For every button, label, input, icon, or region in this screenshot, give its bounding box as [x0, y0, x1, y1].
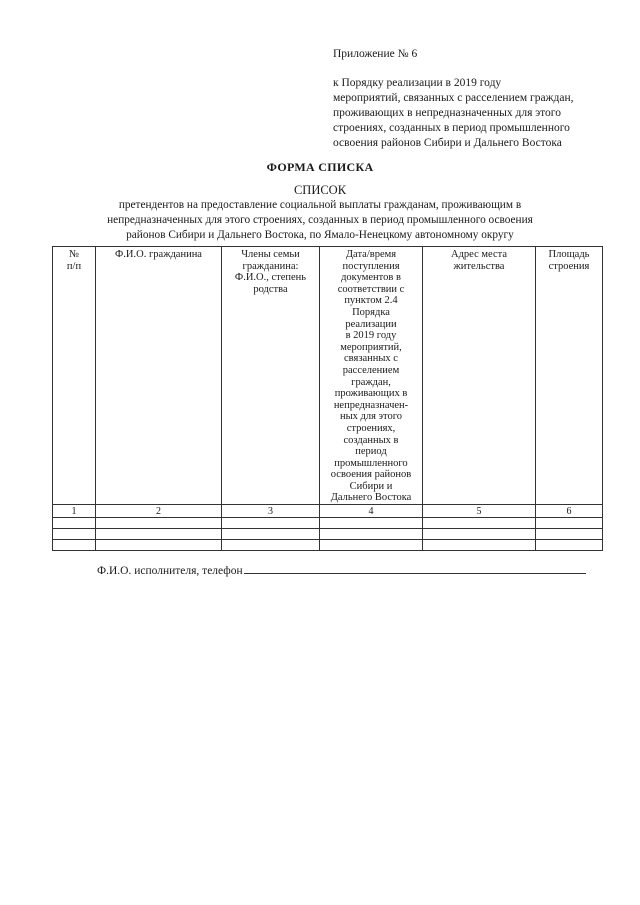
appendix-block [333, 47, 623, 151]
header-cell-line: Ф.И.О., степень [234, 272, 307, 284]
table-cell[interactable] [423, 518, 536, 529]
table-cell[interactable] [222, 540, 320, 551]
column-number-cell: 1 [53, 505, 96, 518]
header-cell-line: связанных с [344, 353, 398, 365]
header-cell-line: созданных в [343, 434, 399, 446]
table-cell[interactable] [536, 540, 603, 551]
table-cell[interactable] [536, 518, 603, 529]
header-cell-line: мероприятий, [340, 341, 402, 353]
column-number-cell: 4 [320, 505, 423, 518]
header-cell-line: реализации [345, 318, 397, 330]
executor-label: Ф.И.О. исполнителя, телефон [97, 565, 243, 577]
header-cell-line: строения [548, 260, 590, 272]
table-cell[interactable] [222, 529, 320, 540]
column-number-cell: 5 [423, 505, 536, 518]
table-cell[interactable] [320, 518, 423, 529]
header-cell-line: пунктом 2.4 [344, 295, 398, 307]
header-cell-line: строениях, [346, 422, 396, 434]
table-row [53, 529, 603, 540]
appendix-line: строениях, созданных в период промышленного [333, 122, 570, 134]
column-number-row [53, 505, 603, 518]
appendix-number: Приложение № 6 [333, 48, 418, 60]
header-cell-line: Дата/время [345, 249, 397, 260]
column-number-cell: 3 [222, 505, 320, 518]
table-header-row [53, 247, 603, 505]
header-cell-line: освоения районов [330, 469, 412, 481]
header-cell-line: ных для этого [339, 411, 403, 423]
subtitle-line: претендентов на предоставление социальной выплаты гражданам, проживающим в [118, 199, 522, 211]
table-cell[interactable] [96, 540, 222, 551]
table-cell[interactable] [423, 540, 536, 551]
table-header-cell [320, 247, 423, 505]
header-cell-line: соответствии с [337, 283, 405, 295]
table-cell[interactable] [53, 529, 96, 540]
header-cell-line: Площадь [548, 249, 590, 260]
header-cell-line: Сибири и [349, 480, 393, 492]
header-cell-line: период [355, 446, 387, 458]
table-row [53, 540, 603, 551]
header-cell-line: промышленного [334, 457, 408, 469]
header-cell-line: непредназначен- [333, 399, 409, 411]
appendix-line: мероприятий, связанных с расселением граждан, [333, 92, 574, 104]
appendix-line: к Порядку реализации в 2019 году [333, 77, 502, 89]
table-cell[interactable] [222, 518, 320, 529]
column-number-cell: 2 [96, 505, 222, 518]
table-cell[interactable] [320, 540, 423, 551]
table-header-cell [536, 247, 603, 505]
table-cell[interactable] [536, 529, 603, 540]
header-cell-line: жительства [453, 260, 505, 272]
header-cell-line: гражданина: [242, 260, 299, 272]
table-header-cell [423, 247, 536, 505]
header-cell-line: Адрес места [451, 249, 507, 260]
table-cell[interactable] [53, 518, 96, 529]
executor-line [97, 563, 586, 577]
table-cell[interactable] [53, 540, 96, 551]
subtitle-line: районов Сибири и Дальнего Востока, по Ямало-Ненецкому автономному округу [126, 229, 514, 241]
executor-blank[interactable] [244, 563, 586, 574]
applicants-table [52, 246, 603, 551]
header-cell-line: граждан, [351, 376, 391, 388]
header-cell-line: расселением [342, 364, 400, 376]
header-cell-line: № [68, 249, 80, 260]
appendix-line: проживающих в непредназначенных для этого [333, 107, 561, 119]
table-cell[interactable] [320, 529, 423, 540]
table-cell[interactable] [423, 529, 536, 540]
column-number-cell: 6 [536, 505, 603, 518]
subtitle-line: непредназначенных для этого строениях, созданных в период промышленного освоения [107, 214, 533, 226]
header-cell-line: документов в [341, 272, 401, 284]
list-subtitle [80, 198, 560, 243]
header-cell-line: Дальнего Востока [330, 492, 412, 504]
header-cell-line: проживающих в [334, 388, 408, 400]
header-cell-line: Порядка [352, 306, 390, 318]
table-header-cell [96, 247, 222, 505]
table-row [53, 518, 603, 529]
table-cell[interactable] [96, 529, 222, 540]
list-title: СПИСОК [293, 183, 347, 197]
appendix-line: освоения районов Сибири и Дальнего Востока [333, 137, 562, 149]
header-cell-line: поступления [342, 260, 400, 272]
header-cell-line: в 2019 году [345, 330, 397, 342]
form-title: ФОРМА СПИСКА [266, 160, 374, 174]
table-cell[interactable] [96, 518, 222, 529]
header-cell-line: Члены семьи [241, 249, 300, 260]
table-header-cell [53, 247, 96, 505]
table-header-cell [222, 247, 320, 505]
header-cell-line: п/п [66, 260, 82, 272]
header-cell-line: Ф.И.О. гражданина [115, 249, 202, 260]
header-cell-line: родства [253, 283, 288, 295]
